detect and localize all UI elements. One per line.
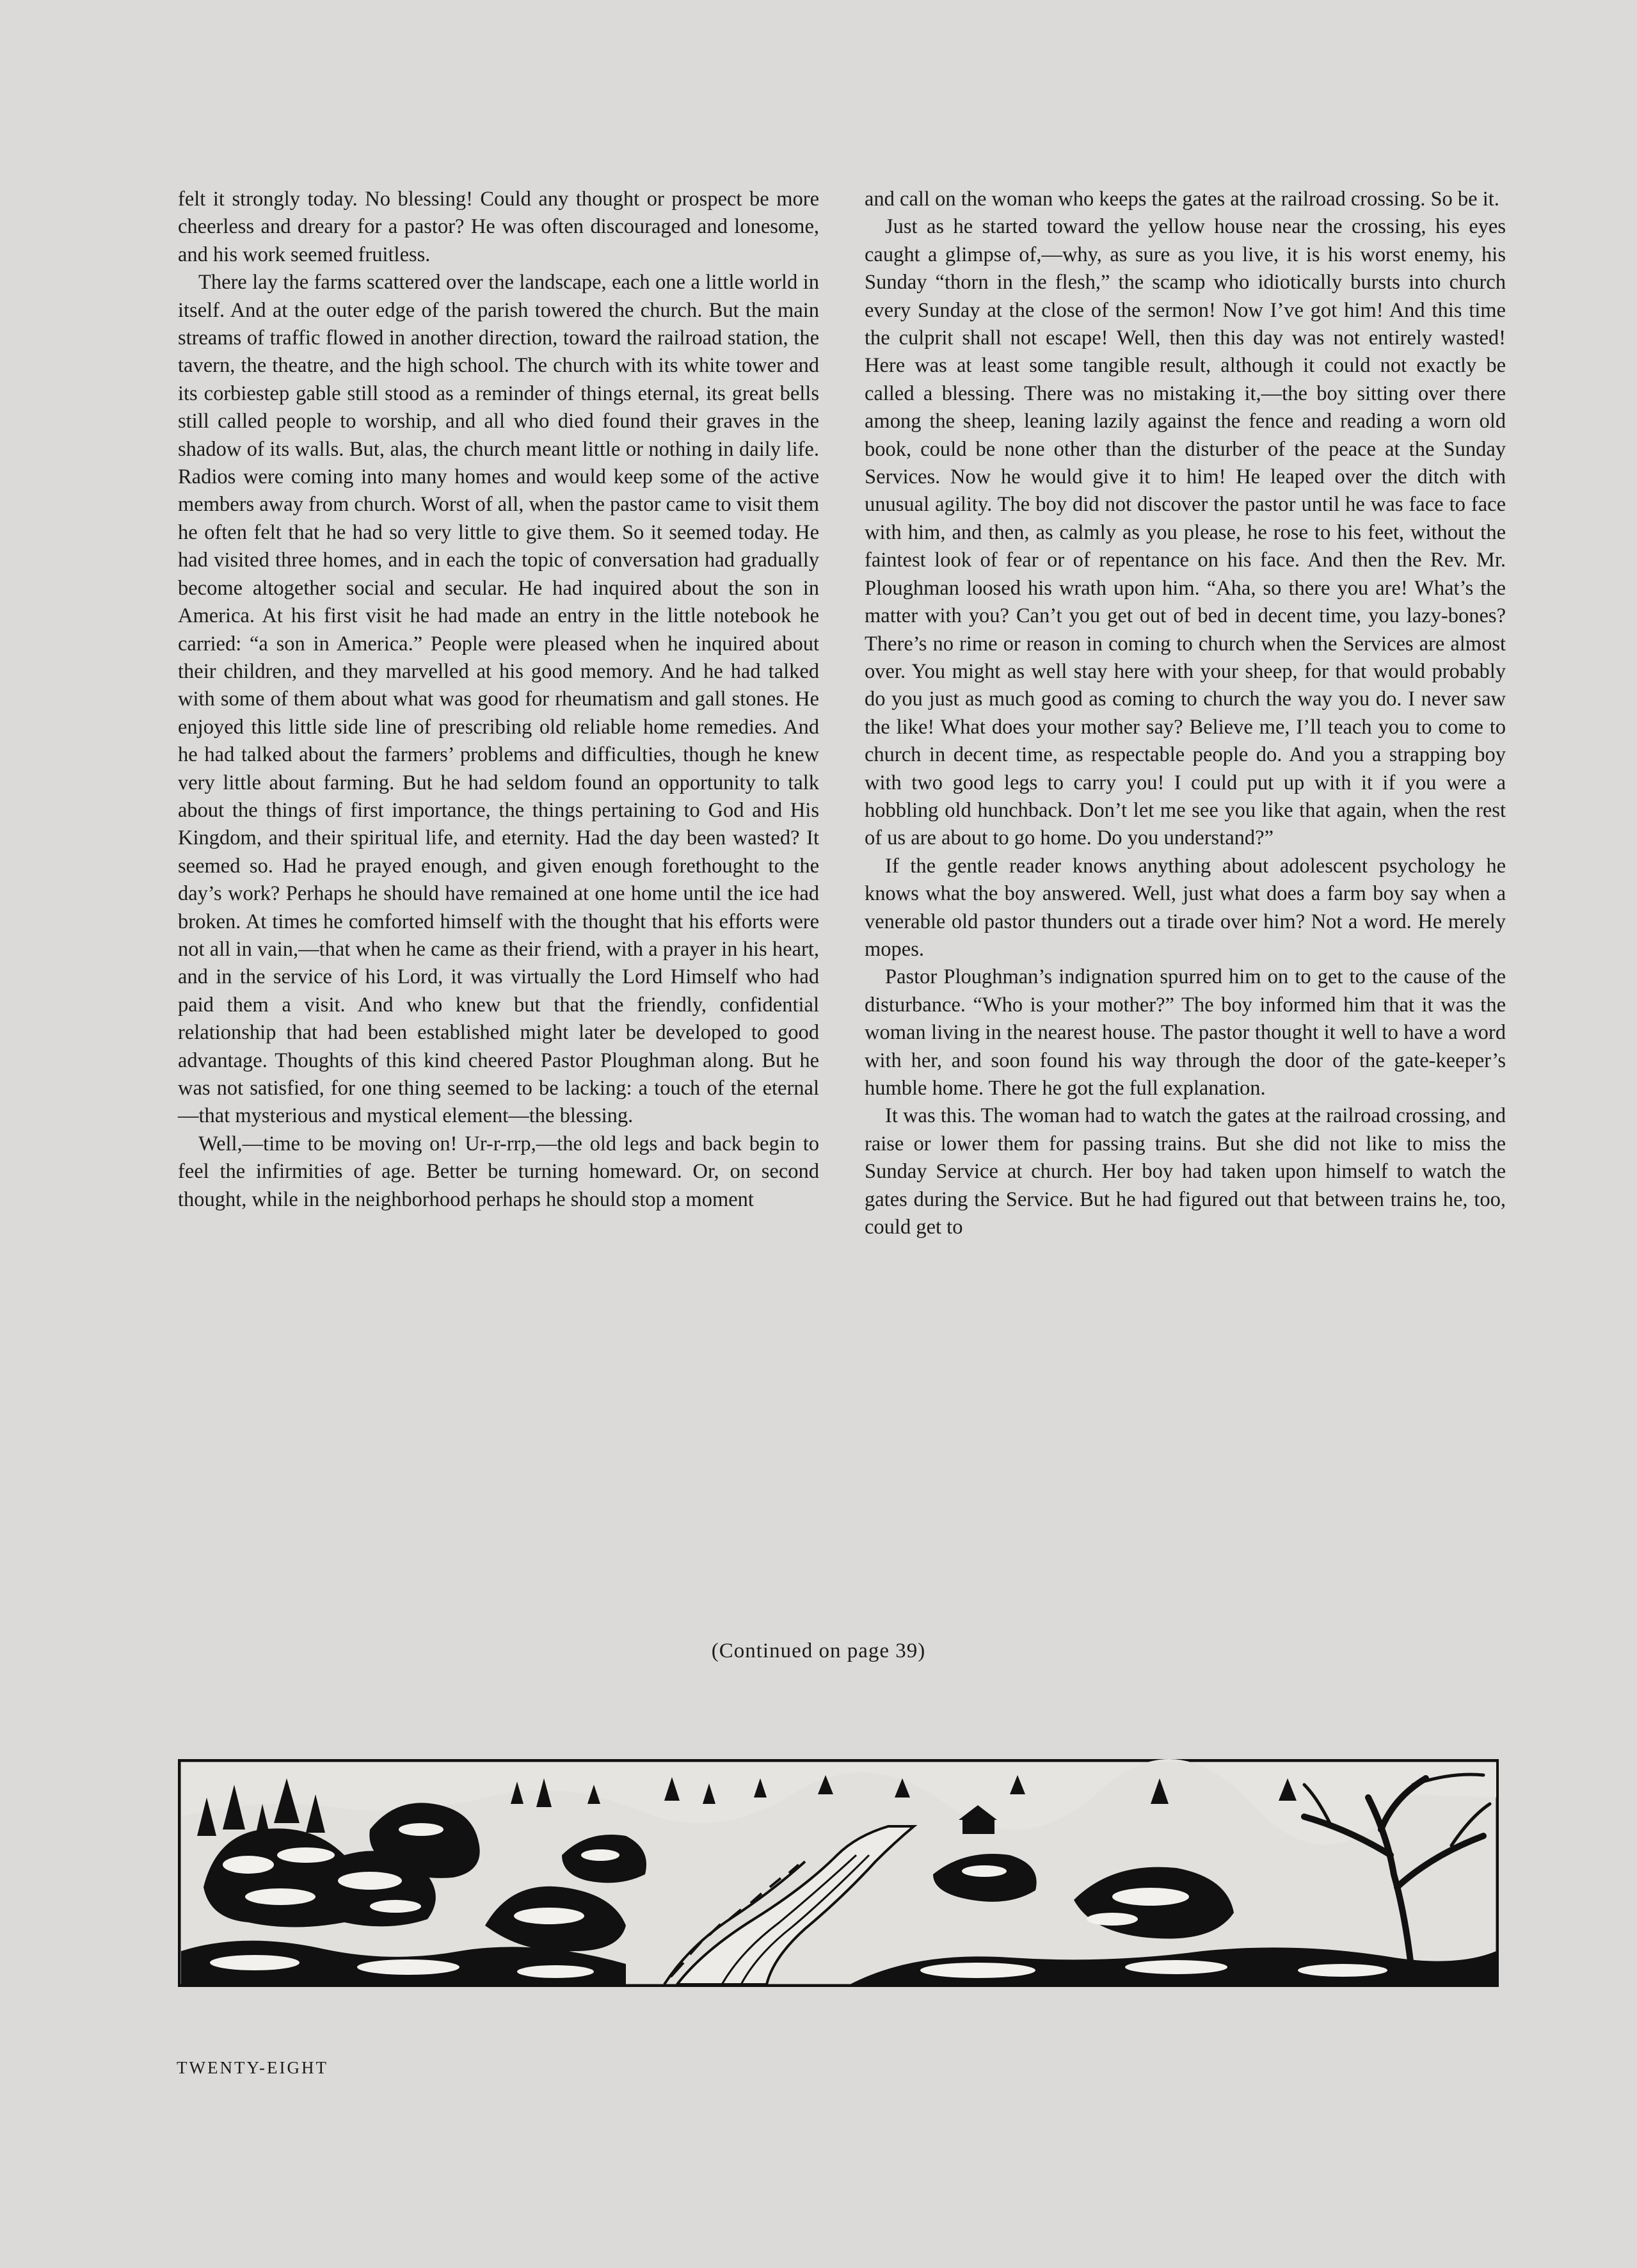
winter-landscape-illustration bbox=[178, 1759, 1499, 1987]
paragraph: and call on the woman who keeps the gates at the railroad crossing. So be it. bbox=[865, 188, 1499, 211]
continued-note: (Continued on page 39) bbox=[711, 1639, 926, 1662]
left-column bbox=[178, 186, 819, 1214]
page-number: TWENTY-EIGHT bbox=[177, 2058, 328, 2077]
paragraph: Well,—time to be moving on! Ur-r-rrp,—the old legs and back begin to feel the infirmities of age. Better be turning homeward. Or, on second thought, while in the neighborhood perhaps he should stop a moment bbox=[178, 1132, 819, 1211]
paragraph: felt it strongly today. No blessing! Could any thought or prospect be more cheerless and dreary for a pastor? He was often discouraged and lonesome, and his work seemed fruitless. bbox=[178, 188, 819, 266]
paragraph: It was this. The woman had to watch the gates at the railroad crossing, and raise or lower them for passing trains. But she did not like to miss the Sunday Service at church. Her boy had taken upon himself to watch the gates during the Service. But he had figured out that between trains he, too, could get to bbox=[865, 1104, 1506, 1239]
paragraph: Pastor Ploughman’s indignation spurred him on to get to the cause of the disturbance. “Who is your mother?” The boy informed him that it was the woman living in the nearest house. The pastor thought it well to have a word with her, and soon found his way through the door of the gate-keeper’s humble home. There he got the full explanation. bbox=[865, 965, 1506, 1100]
paragraph: Just as he started toward the yellow house near the crossing, his eyes caught a glimpse of,—why, as sure as you live, it is his worst enemy, his Sunday “thorn in the flesh,” the scamp who idiotically bursts into church every Sunday at the close of the sermon! Now I’ve got him! And this time the culprit shall not escape! Well, then this day was not entirely wasted! Here was at least some tangible result, although it could not exactly be called a blessing. There was no mistaking it,—the boy sitting over there among the sheep, leaning lazily against the fence and reading a worn old book, could be none other than the disturber of the peace at the Sunday Services. Now he would give it to him! He leaped over the ditch with unusual agility. The boy did not discover the pastor until he was face to face with him, and then, as calmly as you please, he rose to his feet, without the faintest look of fear or of repentance on his face. And then the Rev. Mr. Ploughman loosed his wrath upon him. “Aha, so there you are! What’s the matter with you? Can’t you get out of bed in decent time, you lazy-bones? There’s no rime or reason in coming to church when the Services are almost over. You might as well stay here with your sheep, for that would probably do you just as much good as coming to church the way you do. I never saw the like! What does your mother say? Believe me, I’ll teach you to come to church in decent time, as respectable people do. And you a strapping boy with two good legs to carry you! I could put up with it if you were a hobbling old hunchback. Don’t let me see you like that again, when the rest of us are about to go home. Do you understand?” bbox=[865, 215, 1506, 850]
paragraph: There lay the farms scattered over the landscape, each one a little world in itself. And at the outer edge of the parish towered the church. But the main streams of traffic flowed in another direction, toward the railroad station, the tavern, the theatre, and the high school. The church with its white tower and its corbiestep gable still stood as a reminder of things eternal, its great bells still called people to worship, and all who died found their graves in the shadow of its walls. But, alas, the church meant little or nothing in daily life. Radios were coming into many homes and would keep some of the active members away from church. Worst of all, when the pastor came to visit them he often felt that he had so very little to give them. So it seemed today. He had visited three homes, and in each the topic of conversation had gradually become altogether social and secular. He had inquired about the son in America. At his first visit he had made an entry in the little notebook he carried: “a son in America.” People were pleased when he inquired about their children, and they marvelled at his good memory. And he had talked with some of them about what was good for rheumatism and gall stones. He enjoyed this little side line of prescribing old reliable home remedies. And he had talked about the farmers’ problems and difficulties, though he knew very little about farming. But he had seldom found an opportunity to talk about the things of first importance, the things pertaining to God and His Kingdom, and their spiritual life, and eternity. Had the day been wasted? It seemed so. Had he prayed enough, and given enough forethought to the day’s work? Perhaps he should have remained at one home until the ice had broken. At times he comforted himself with the thought that his efforts were not all in vain,—that when he came as their friend, with a prayer in his heart, and in the service of his Lord, it was virtually the Lord Himself who had paid them a visit. And who knew but that the friendly, confidential relationship that had been established might later be developed to good advantage. Thoughts of this kind cheered Pastor Ploughman along. But he was not satisfied, for one thing seemed to be lacking: a touch of the eternal —that mysterious and mystical element—the blessing. bbox=[178, 271, 819, 1128]
right-column bbox=[865, 186, 1506, 1241]
paragraph: If the gentle reader knows anything about adolescent psychology he knows what the boy answered. Well, just what does a farm boy say when a venerable old pastor thunders out a tirade over him? Not a word. He merely mopes. bbox=[865, 854, 1506, 961]
